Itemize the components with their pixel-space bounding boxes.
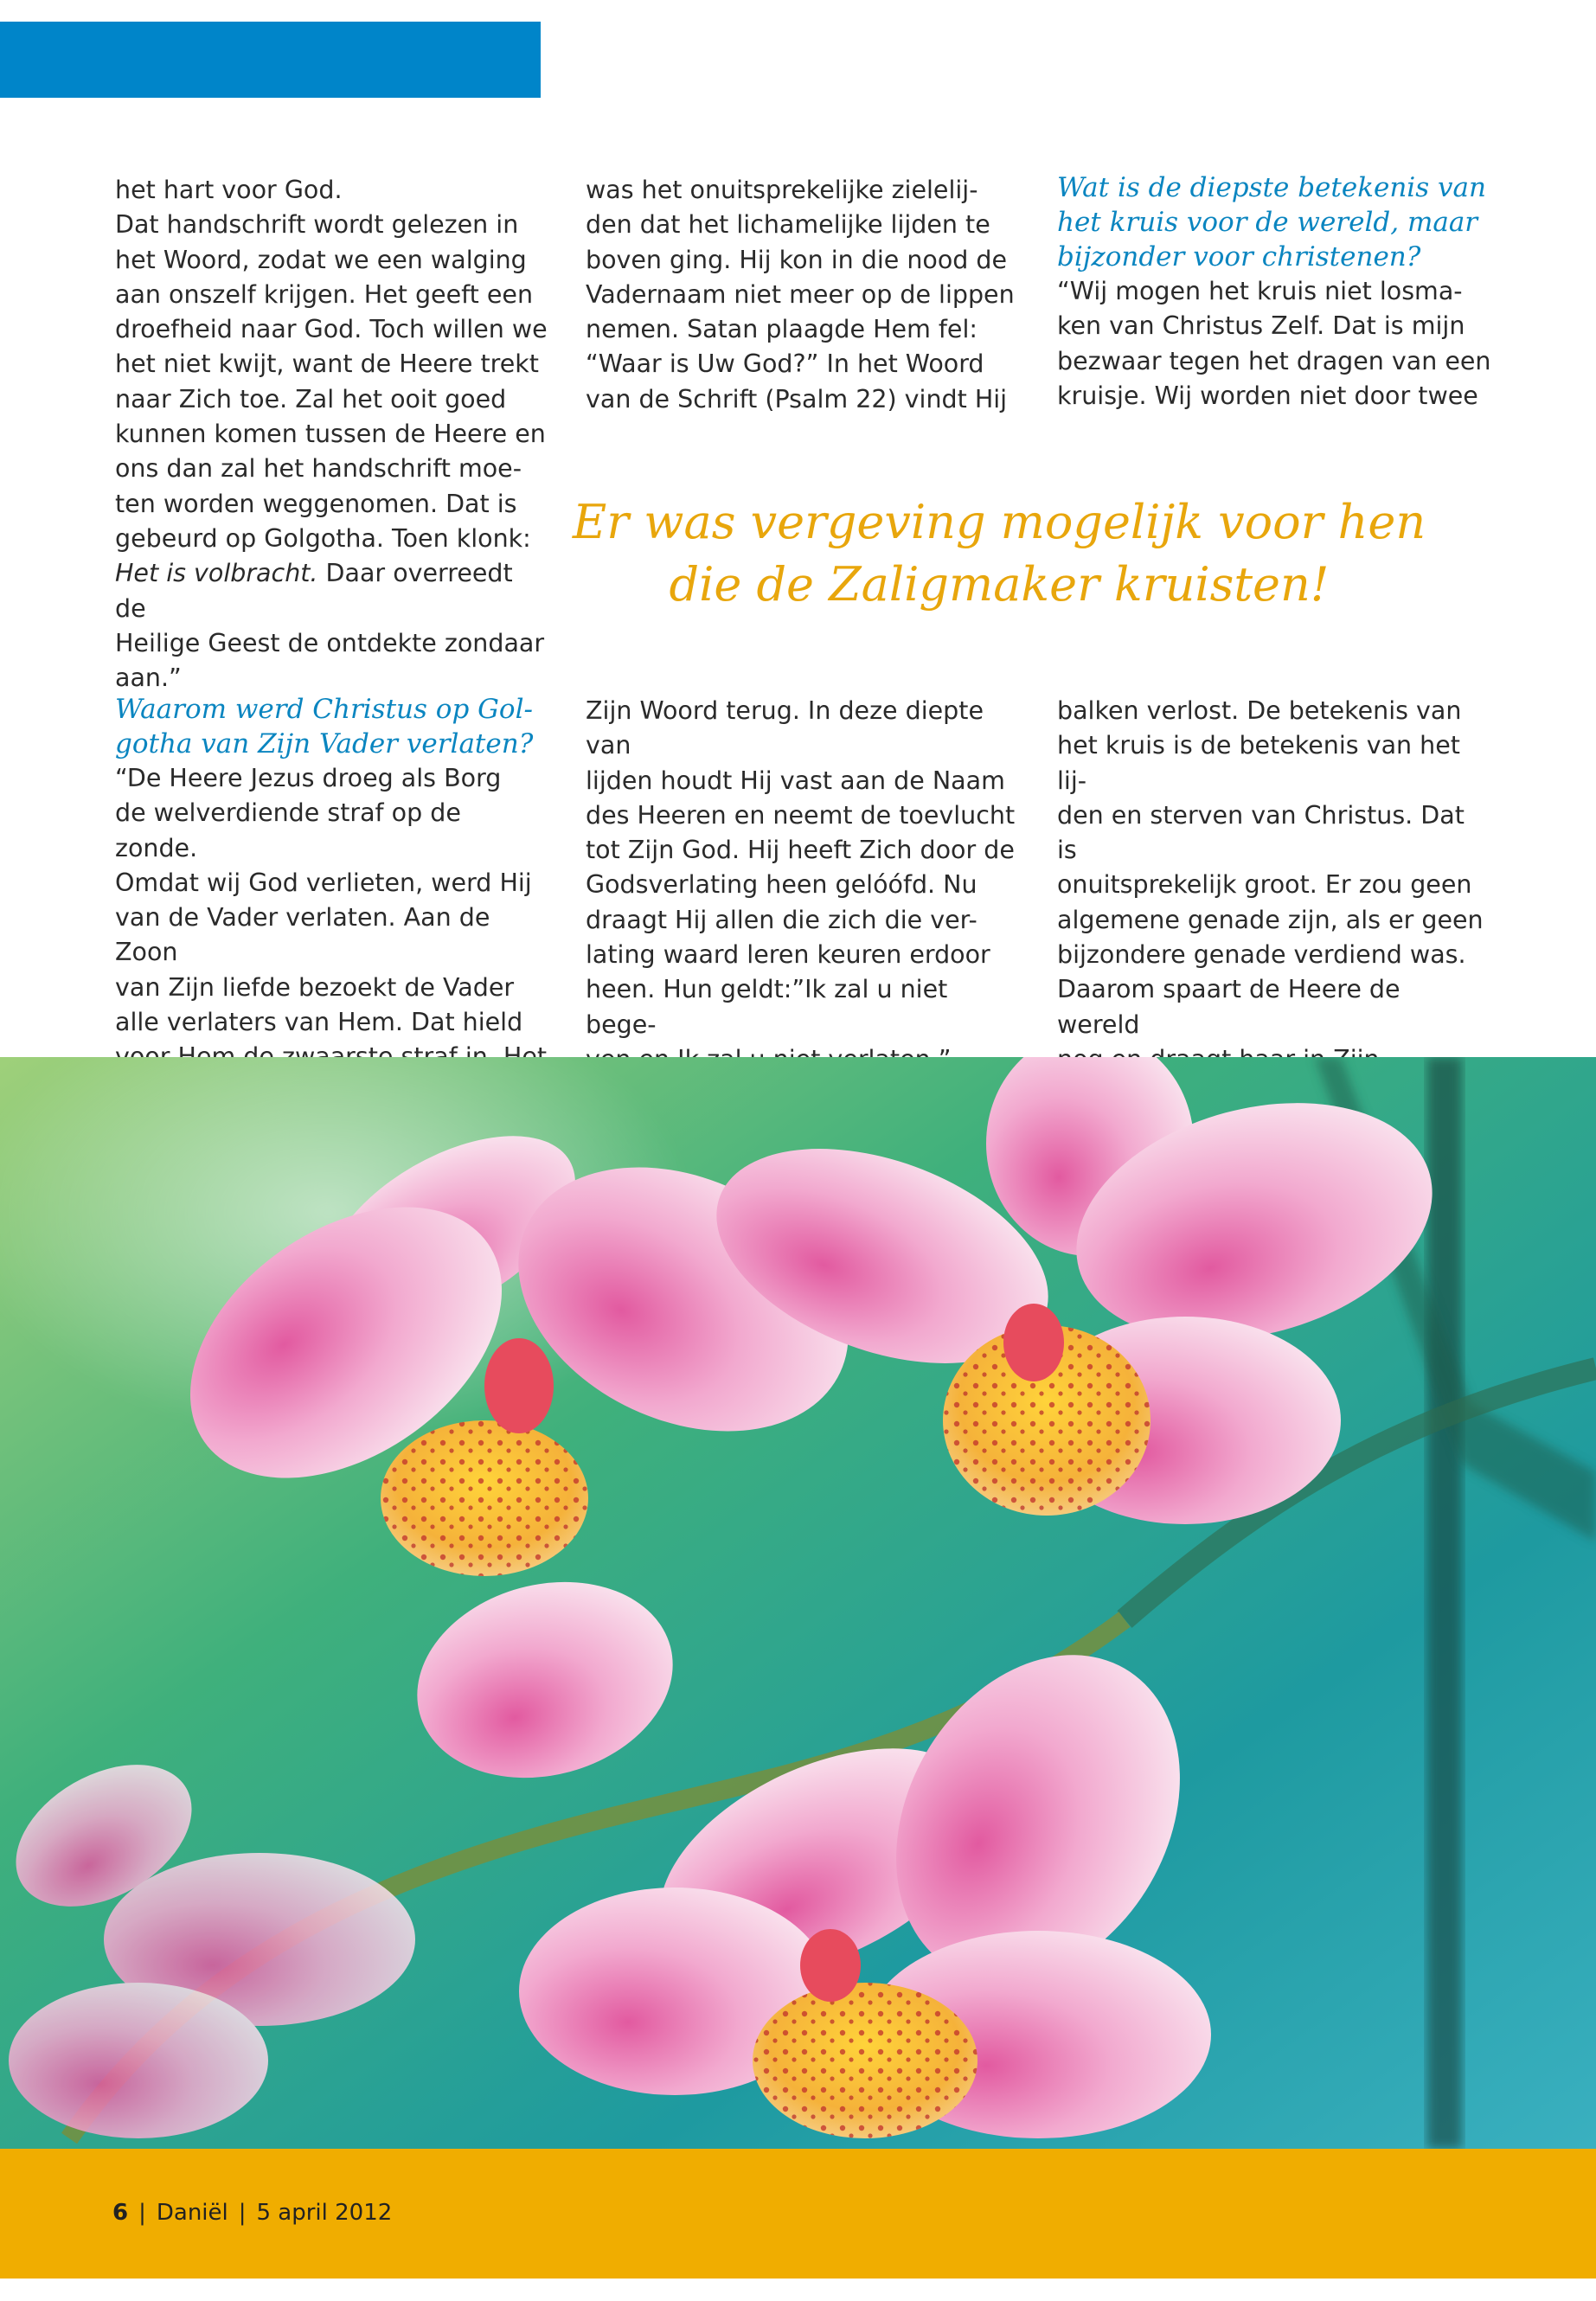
text-line: ons dan zal het handschrift moe- — [115, 454, 522, 484]
text-line: Vadernaam niet meer op de lippen — [586, 279, 1015, 309]
text-line: onuitsprekelijk groot. Er zou geen — [1057, 870, 1472, 900]
heading-line: gotha van Zijn Vader verlaten? — [115, 728, 534, 760]
text-line: kruisje. Wij worden niet door twee — [1057, 381, 1478, 410]
text-line: het kruis is de betekenis van het lij- — [1057, 731, 1460, 795]
column-3-top — [1057, 170, 1507, 413]
footer-separator-2: | — [238, 2200, 247, 2226]
text-line: tot Zijn God. Hij heeft Zich door de — [586, 836, 1015, 865]
text-line: gebeurd op Golgotha. Toen klonk: — [115, 523, 531, 553]
orchid-illustration — [0, 1057, 1596, 2149]
text-line: algemene genade zijn, als er geen — [1057, 905, 1484, 934]
text-line: van de Vader verlaten. Aan de Zoon — [115, 903, 490, 967]
text-line: “Wij mogen het kruis niet losma- — [1057, 277, 1463, 305]
text-line: bijzondere genade verdiend was. — [1057, 940, 1466, 970]
text-line: ten worden weggenomen. Dat is — [115, 489, 517, 518]
issue-date: 5 april 2012 — [256, 2200, 393, 2226]
orchid-photo — [0, 1057, 1596, 2149]
heading-line: Waarom werd Christus op Gol- — [115, 694, 533, 725]
text-line: bezwaar tegen het dragen van een — [1057, 346, 1491, 375]
text-line: lijden houdt Hij vast aan de Naam — [586, 766, 1005, 795]
text-line: heen. Hun geldt:”Ik zal u niet bege- — [586, 975, 948, 1039]
heading-line: het kruis voor de wereld, maar — [1057, 207, 1478, 238]
text-line: aan onszelf krijgen. Het geeft een — [115, 279, 534, 309]
footer-bar — [0, 2149, 1596, 2279]
text-line: balken verlost. De betekenis van — [1057, 696, 1462, 725]
text-line: Daarom spaart de Heere de wereld — [1057, 975, 1401, 1039]
text-line: draagt Hij allen die zich die ver- — [586, 905, 977, 934]
column-3-top-text — [1057, 274, 1507, 413]
column-1-bottom — [115, 692, 548, 1075]
column-2-bottom — [586, 694, 1018, 1077]
italic-phrase: Het is volbracht. — [115, 559, 318, 588]
after-italic: Daar overreedt de — [115, 559, 513, 623]
text-line: Omdat wij God verlieten, werd Hij — [115, 868, 532, 897]
section-heading-kruis — [1057, 170, 1507, 274]
pull-quote — [554, 491, 1445, 616]
text-line: alle verlaters van Hem. Dat hield — [115, 1008, 523, 1037]
text-line: van de Schrift (Psalm 22) vindt Hij — [586, 384, 1008, 413]
column-1-top-text-end — [115, 626, 548, 696]
column-1-bottom-text — [115, 761, 548, 1075]
footer-separator-1: | — [138, 2200, 146, 2226]
text-line: het niet kwijt, want de Heere trekt — [115, 349, 539, 379]
footer-info — [112, 2200, 392, 2226]
text-line: lating waard leren keuren erdoor — [586, 940, 990, 970]
text-line: naar Zich toe. Zal het ooit goed — [115, 384, 507, 413]
text-line: ken van Christus Zelf. Dat is mijn — [1057, 311, 1465, 341]
text-line: “De Heere Jezus droeg als Borg — [115, 764, 502, 792]
text-line: nemen. Satan plaagde Hem fel: — [586, 315, 977, 344]
text-line: Zijn Woord terug. In deze diepte van — [586, 696, 984, 760]
text-line: kunnen komen tussen de Heere en — [115, 420, 546, 449]
magazine-name: Daniël — [156, 2200, 228, 2226]
text-line: de welverdiende straf op de zonde. — [115, 798, 461, 862]
text-line: Dat handschrift wordt gelezen in — [115, 210, 519, 240]
text-line: Heilige Geest de ontdekte zondaar — [115, 628, 545, 657]
pull-quote-line-1: Er was vergeving mogelijk voor hen — [572, 495, 1426, 549]
text-line: aan.” — [115, 663, 182, 693]
section-heading-golgotha — [115, 692, 548, 761]
text-line: droefheid naar God. Toch willen we — [115, 315, 548, 344]
column-1-top-text — [115, 173, 548, 556]
text-line: van Zijn liefde bezoekt de Vader — [115, 972, 515, 1002]
text-line: het hart voor God. — [115, 176, 343, 204]
column-2-bottom-text — [586, 694, 1018, 1077]
text-line: des Heeren en neemt de toevlucht — [586, 800, 1016, 830]
column-2-top — [586, 173, 1018, 417]
heading-line: bijzonder voor christenen? — [1057, 241, 1421, 272]
top-color-bar — [0, 22, 541, 98]
column-1-top — [115, 173, 548, 695]
text-line: boven ging. Hij kon in die nood de — [586, 245, 1008, 274]
text-line: het Woord, zodat we een walging — [115, 245, 527, 274]
text-line: den dat het lichamelijke lijden te — [586, 210, 990, 240]
text-line: “Waar is Uw God?” In het Woord — [586, 349, 984, 379]
column-1-top-italic-line — [115, 556, 548, 626]
text-line: was het onuitsprekelijke zielelij- — [586, 176, 978, 204]
column-2-top-text — [586, 173, 1018, 417]
text-line: den en sterven van Christus. Dat is — [1057, 800, 1465, 865]
page-number: 6 — [112, 2200, 129, 2226]
heading-line: Wat is de diepste betekenis van — [1057, 172, 1486, 203]
text-line: Godsverlating heen gelóófd. Nu — [586, 870, 977, 900]
pull-quote-line-2: die de Zaligmaker kruisten! — [669, 557, 1330, 612]
